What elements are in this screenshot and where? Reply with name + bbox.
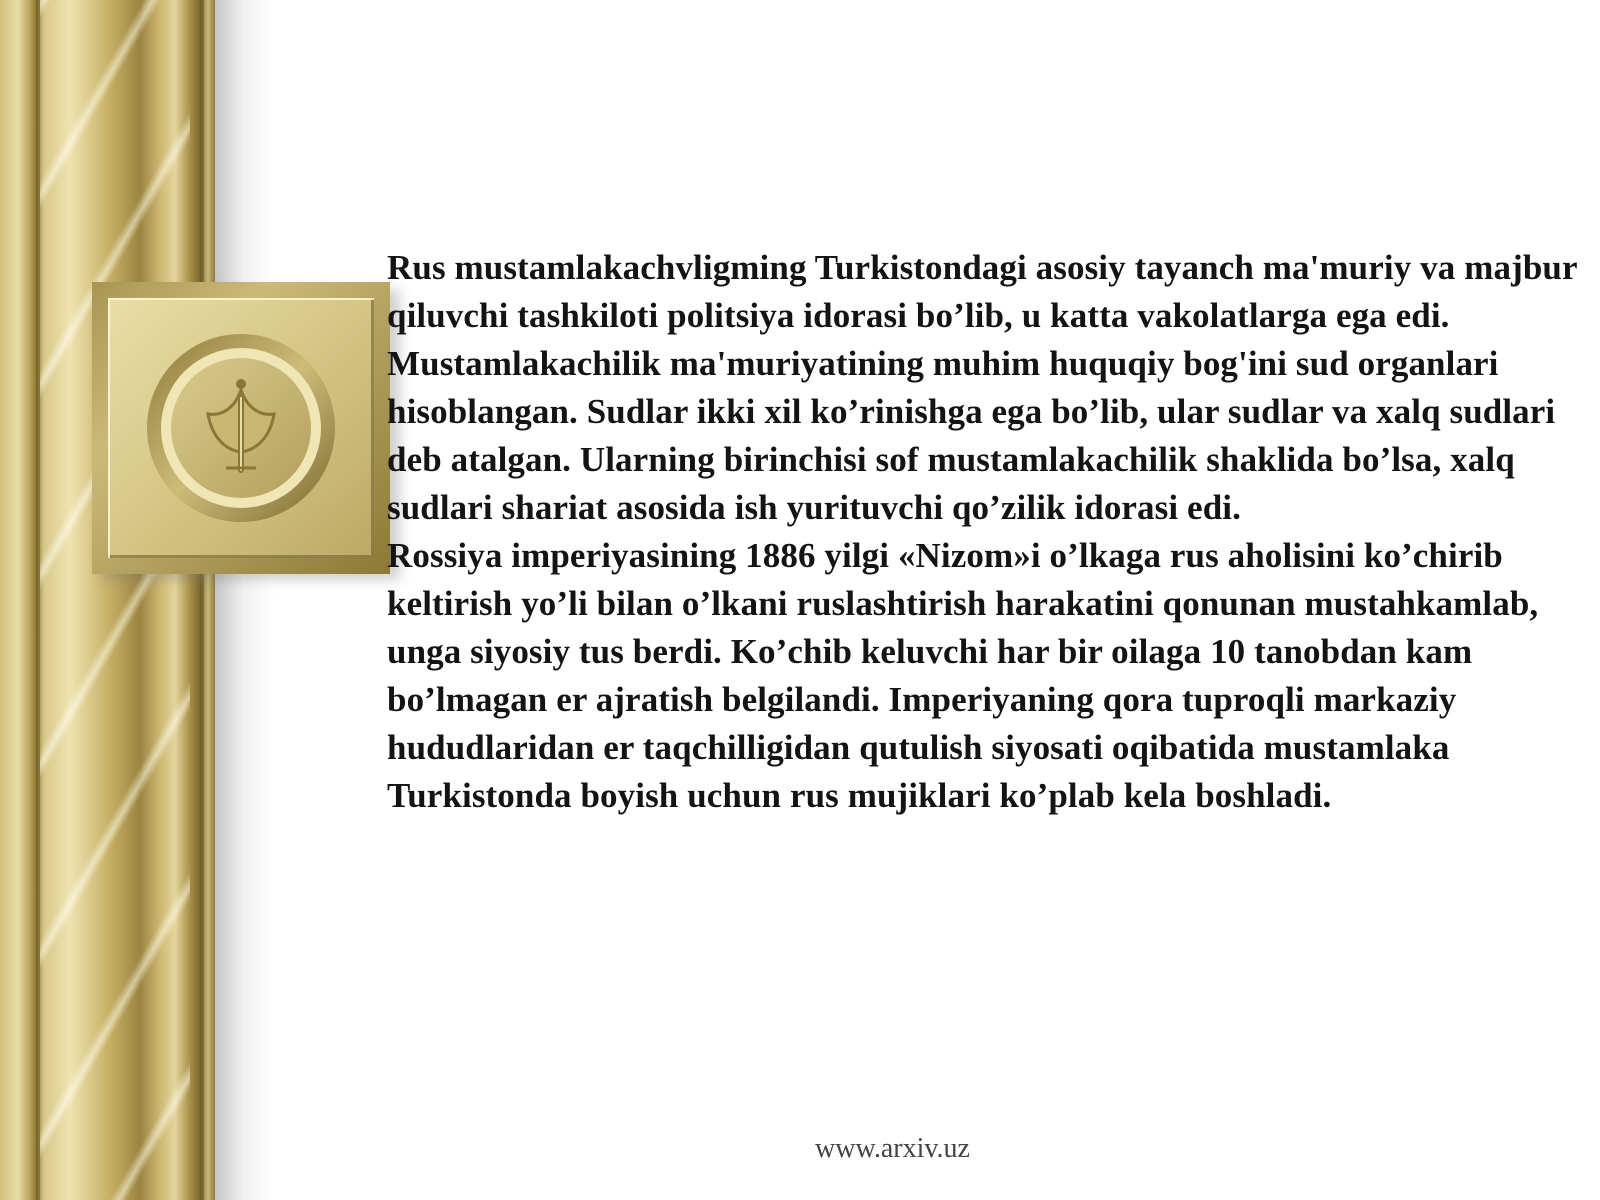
column-stripes <box>40 0 190 1200</box>
emblem-plate <box>108 298 374 558</box>
column-groove <box>36 0 40 1200</box>
footer-website: www.arxiv.uz <box>815 1133 970 1164</box>
column-groove <box>200 0 204 1200</box>
paragraph-resettlement: Rossiya imperiyasining 1886 yilgi «Nizom»i o’lkaga rus aholisini ko’chirib keltirish yo’li bilan o’lkani ruslashtirish harakatini qonunan mustahkamlab, unga siyosiy tus berdi. Ko’chib keluvchi har bir oilaga 10 tanobdan kam bo’lmagan er ajratish belgilandi. Imperiyaning qora tuproqli markaziy hududlaridan er taqchilligidan qutulish siyosati oqibatida mustamlaka Turkistonda boyish uchun rus mujiklari ko’plab kela boshladi. <box>387 536 1539 815</box>
paragraph-police: Rus mustamlakachvligming Turkistondagi asosiy tayanch ma'muriy va majbur qiluvchi tashkiloti politsiya idorasi bo’lib, u katta vakolatlarga ega edi. <box>387 248 1577 335</box>
tulip-emblem-icon <box>108 298 374 558</box>
emblem-frame <box>92 282 390 574</box>
gold-column-decoration <box>0 0 270 1200</box>
paragraph-courts: Mustamlakachilik ma'muriyatining muhim huquqiy bog'ini sud organlari hisoblangan. Sudlar ikki xil ko’rinishga ega bo’lib, ular sudlar va xalq sudlari deb atalgan. Ularning birinchisi sof mustamlakachilik shaklida bo’lsa, xalq sudlari shariat asosida ish yurituvchi qo’zilik idorasi edi. <box>387 344 1556 527</box>
slide-body-text <box>387 244 1577 820</box>
column-shadow <box>205 0 275 1200</box>
